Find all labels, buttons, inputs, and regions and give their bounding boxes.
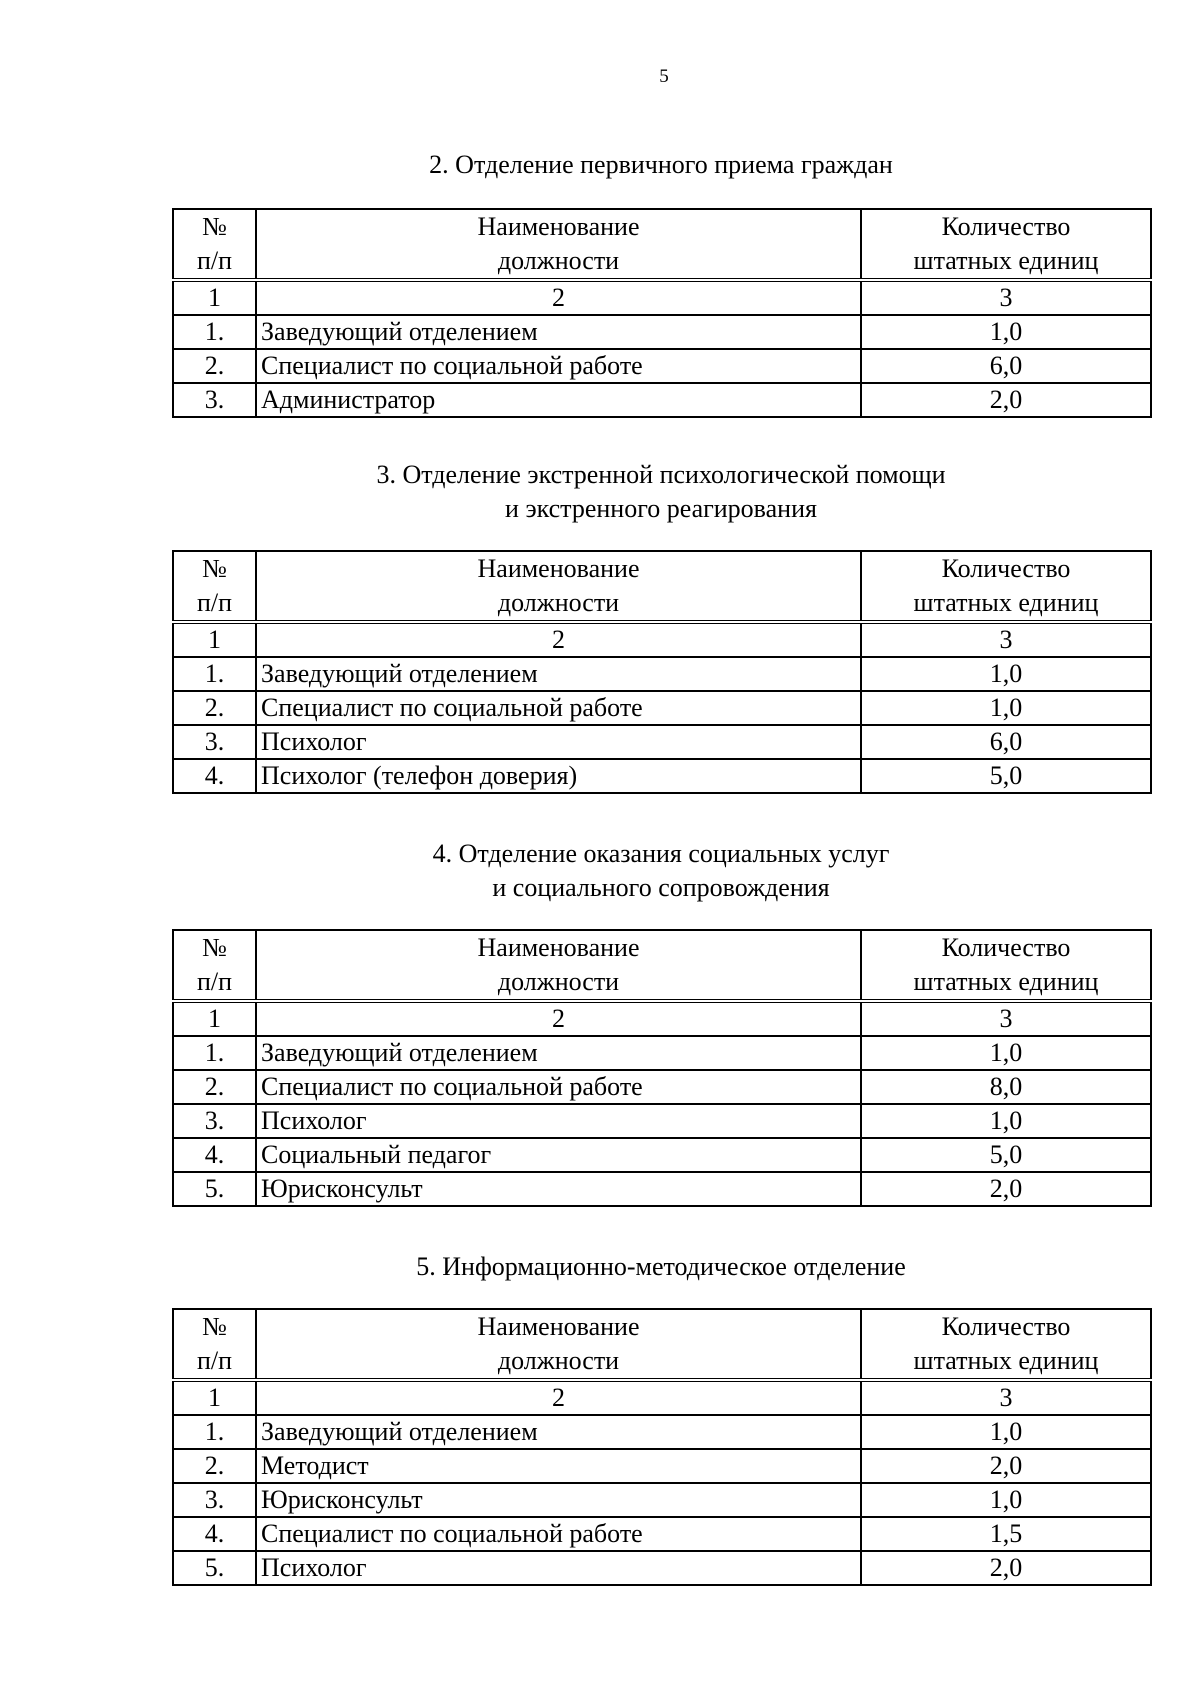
- row-quantity: 8,0: [861, 1070, 1151, 1104]
- section-title-line: 5. Информационно-методическое отделение: [416, 1252, 906, 1281]
- header-name: Наименование должности: [256, 1309, 861, 1380]
- header-qty: Количество штатных единиц: [861, 1309, 1151, 1380]
- header-qty: Количество штатных единиц: [861, 930, 1151, 1001]
- row-quantity: 6,0: [861, 725, 1151, 759]
- row-quantity: 1,0: [861, 1104, 1151, 1138]
- row-num: 5.: [173, 1172, 256, 1206]
- section-title-line: 3. Отделение экстренной психологической помощи: [376, 460, 946, 489]
- row-position: Специалист по социальной работе: [256, 1517, 861, 1551]
- header-num: № п/п: [173, 1309, 256, 1380]
- page-number: 5: [659, 66, 669, 87]
- row-quantity: 5,0: [861, 759, 1151, 793]
- colnum-3: 3: [861, 1001, 1151, 1036]
- table-row: [173, 1551, 1151, 1585]
- section-title: [172, 1250, 1150, 1284]
- section-title: [172, 458, 1150, 526]
- row-num: 2.: [173, 1070, 256, 1104]
- row-position: Специалист по социальной работе: [256, 1070, 861, 1104]
- section-information-methodical: [172, 1250, 1150, 1586]
- colnum-3: 3: [861, 280, 1151, 315]
- row-num: 3.: [173, 1104, 256, 1138]
- row-num: 5.: [173, 1551, 256, 1585]
- section-title: [172, 837, 1150, 905]
- row-num: 4.: [173, 759, 256, 793]
- table-row: [173, 1517, 1151, 1551]
- colnum-1: 1: [173, 280, 256, 315]
- row-position: Заведующий отделением: [256, 1036, 861, 1070]
- row-quantity: 2,0: [861, 1449, 1151, 1483]
- table-header-row: [173, 1309, 1151, 1380]
- header-num: № п/п: [173, 209, 256, 280]
- table-row: [173, 1449, 1151, 1483]
- row-num: 3.: [173, 725, 256, 759]
- row-num: 2.: [173, 691, 256, 725]
- row-quantity: 6,0: [861, 349, 1151, 383]
- row-quantity: 1,5: [861, 1517, 1151, 1551]
- table-row: [173, 1415, 1151, 1449]
- table-row: [173, 349, 1151, 383]
- header-name: Наименование должности: [256, 551, 861, 622]
- colnum-3: 3: [861, 622, 1151, 657]
- colnum-1: 1: [173, 1380, 256, 1415]
- colnum-1: 1: [173, 622, 256, 657]
- row-position: Юрисконсульт: [256, 1172, 861, 1206]
- header-qty: Количество штатных единиц: [861, 209, 1151, 280]
- row-position: Заведующий отделением: [256, 1415, 861, 1449]
- table-row: [173, 1036, 1151, 1070]
- section-social-services: [172, 837, 1150, 1207]
- section-title-line: 4. Отделение оказания социальных услуг: [432, 839, 890, 868]
- row-quantity: 1,0: [861, 657, 1151, 691]
- row-quantity: 1,0: [861, 691, 1151, 725]
- row-position: Заведующий отделением: [256, 657, 861, 691]
- table-row: [173, 1172, 1151, 1206]
- colnum-2: 2: [256, 622, 861, 657]
- section-title-line: 2. Отделение первичного приема граждан: [429, 150, 893, 179]
- row-position: Социальный педагог: [256, 1138, 861, 1172]
- row-quantity: 2,0: [861, 1172, 1151, 1206]
- table-row: [173, 383, 1151, 417]
- colnum-3: 3: [861, 1380, 1151, 1415]
- table-row: [173, 691, 1151, 725]
- table-row: [173, 1483, 1151, 1517]
- row-num: 3.: [173, 383, 256, 417]
- staff-table: [172, 929, 1152, 1207]
- table-row: [173, 1070, 1151, 1104]
- table-row: [173, 1104, 1151, 1138]
- row-position: Психолог (телефон доверия): [256, 759, 861, 793]
- row-position: Методист: [256, 1449, 861, 1483]
- row-quantity: 2,0: [861, 1551, 1151, 1585]
- header-qty: Количество штатных единиц: [861, 551, 1151, 622]
- row-position: Администратор: [256, 383, 861, 417]
- colnum-1: 1: [173, 1001, 256, 1036]
- table-row: [173, 1138, 1151, 1172]
- row-position: Специалист по социальной работе: [256, 691, 861, 725]
- row-num: 4.: [173, 1517, 256, 1551]
- row-position: Психолог: [256, 1104, 861, 1138]
- row-quantity: 2,0: [861, 383, 1151, 417]
- row-position: Специалист по социальной работе: [256, 349, 861, 383]
- table-header-row: [173, 551, 1151, 622]
- row-position: Психолог: [256, 725, 861, 759]
- row-num: 4.: [173, 1138, 256, 1172]
- row-quantity: 5,0: [861, 1138, 1151, 1172]
- column-numbers-row: [173, 1001, 1151, 1036]
- row-num: 1.: [173, 1415, 256, 1449]
- colnum-2: 2: [256, 1380, 861, 1415]
- table-row: [173, 725, 1151, 759]
- column-numbers-row: [173, 1380, 1151, 1415]
- row-quantity: 1,0: [861, 1483, 1151, 1517]
- row-position: Психолог: [256, 1551, 861, 1585]
- column-numbers-row: [173, 280, 1151, 315]
- section-title-line: и экстренного реагирования: [505, 494, 817, 523]
- table-row: [173, 315, 1151, 349]
- column-numbers-row: [173, 622, 1151, 657]
- row-quantity: 1,0: [861, 1036, 1151, 1070]
- colnum-2: 2: [256, 1001, 861, 1036]
- header-name: Наименование должности: [256, 930, 861, 1001]
- table-header-row: [173, 209, 1151, 280]
- row-num: 1.: [173, 315, 256, 349]
- table-header-row: [173, 930, 1151, 1001]
- section-title-line: и социального сопровождения: [492, 873, 830, 902]
- colnum-2: 2: [256, 280, 861, 315]
- row-num: 1.: [173, 1036, 256, 1070]
- section-title: [172, 148, 1150, 182]
- row-num: 2.: [173, 1449, 256, 1483]
- row-position: Юрисконсульт: [256, 1483, 861, 1517]
- staff-table: [172, 550, 1152, 794]
- section-emergency-psychological-help: [172, 458, 1150, 794]
- row-num: 2.: [173, 349, 256, 383]
- header-num: № п/п: [173, 551, 256, 622]
- row-position: Заведующий отделением: [256, 315, 861, 349]
- table-row: [173, 759, 1151, 793]
- staff-table: [172, 1308, 1152, 1586]
- row-quantity: 1,0: [861, 315, 1151, 349]
- header-num: № п/п: [173, 930, 256, 1001]
- row-quantity: 1,0: [861, 1415, 1151, 1449]
- staff-table: [172, 208, 1152, 418]
- row-num: 3.: [173, 1483, 256, 1517]
- table-row: [173, 657, 1151, 691]
- header-name: Наименование должности: [256, 209, 861, 280]
- section-primary-reception: [172, 148, 1150, 418]
- row-num: 1.: [173, 657, 256, 691]
